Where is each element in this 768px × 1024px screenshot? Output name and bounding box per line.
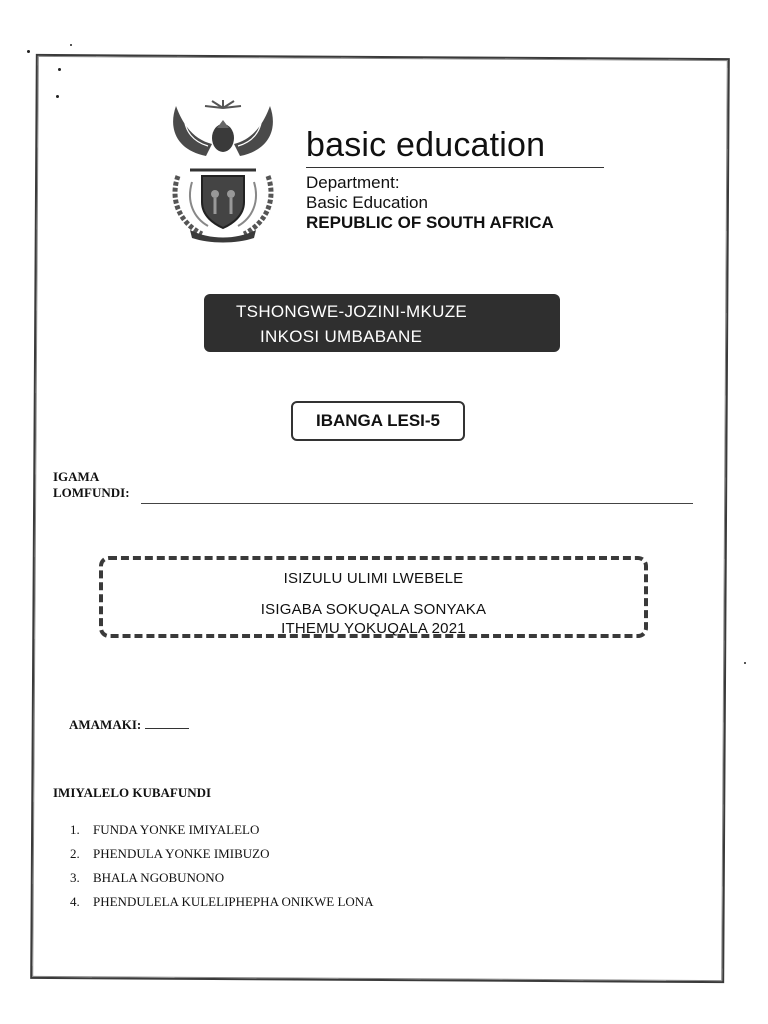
subject-name: ISIZULU ULIMI LWEBELE (283, 570, 464, 587)
district-line-2: INKOSI UMBABANE (260, 327, 423, 346)
district-banner (204, 294, 560, 352)
instruction-number: 3. (70, 870, 80, 885)
brand-underline (306, 167, 604, 168)
marks-row (69, 716, 189, 733)
student-name-label-line-2: LOMFUNDI: (53, 485, 130, 500)
coat-of-arms-icon (162, 98, 284, 244)
instruction-text: BHALA NGOBUNONO (93, 870, 225, 885)
instruction-text: PHENDULA YONKE IMIBUZO (93, 846, 270, 861)
instruction-number: 1. (70, 822, 80, 837)
term-year: ITHEMU YOKUQALA 2021 (281, 620, 466, 637)
subject-box (99, 556, 648, 638)
student-name-label (53, 469, 130, 501)
instruction-number: 2. (70, 846, 80, 861)
scan-speck (744, 662, 746, 664)
instruction-item (70, 894, 374, 918)
instruction-text: PHENDULELA KULELIPHEPHA ONIKWE LONA (93, 894, 374, 909)
instruction-item (70, 846, 374, 870)
marks-label: AMAMAKI: (69, 717, 142, 732)
marks-field[interactable] (145, 716, 189, 729)
instruction-text: FUNDA YONKE IMIYALELO (93, 822, 260, 837)
brand-title: basic education (306, 126, 546, 164)
country-name: REPUBLIC OF SOUTH AFRICA (306, 213, 554, 232)
department-label: Department: (306, 173, 400, 192)
instruction-number: 4. (70, 894, 80, 909)
term-phase: ISIGABA SOKUQALA SONYAKA (260, 601, 487, 618)
district-line-1: TSHONGWE-JOZINI-MKUZE (236, 302, 468, 321)
instruction-item (70, 870, 374, 894)
instructions-list (70, 822, 374, 918)
department-name: Basic Education (306, 193, 428, 212)
instruction-item (70, 822, 374, 846)
scan-speck (27, 50, 30, 53)
instructions-title: IMIYALELO KUBAFUNDI (53, 785, 212, 800)
grade-label: IBANGA LESI-5 (291, 401, 465, 441)
student-name-label-line-1: IGAMA (53, 469, 100, 484)
student-name-field[interactable] (141, 503, 693, 504)
scan-speck (70, 44, 72, 46)
